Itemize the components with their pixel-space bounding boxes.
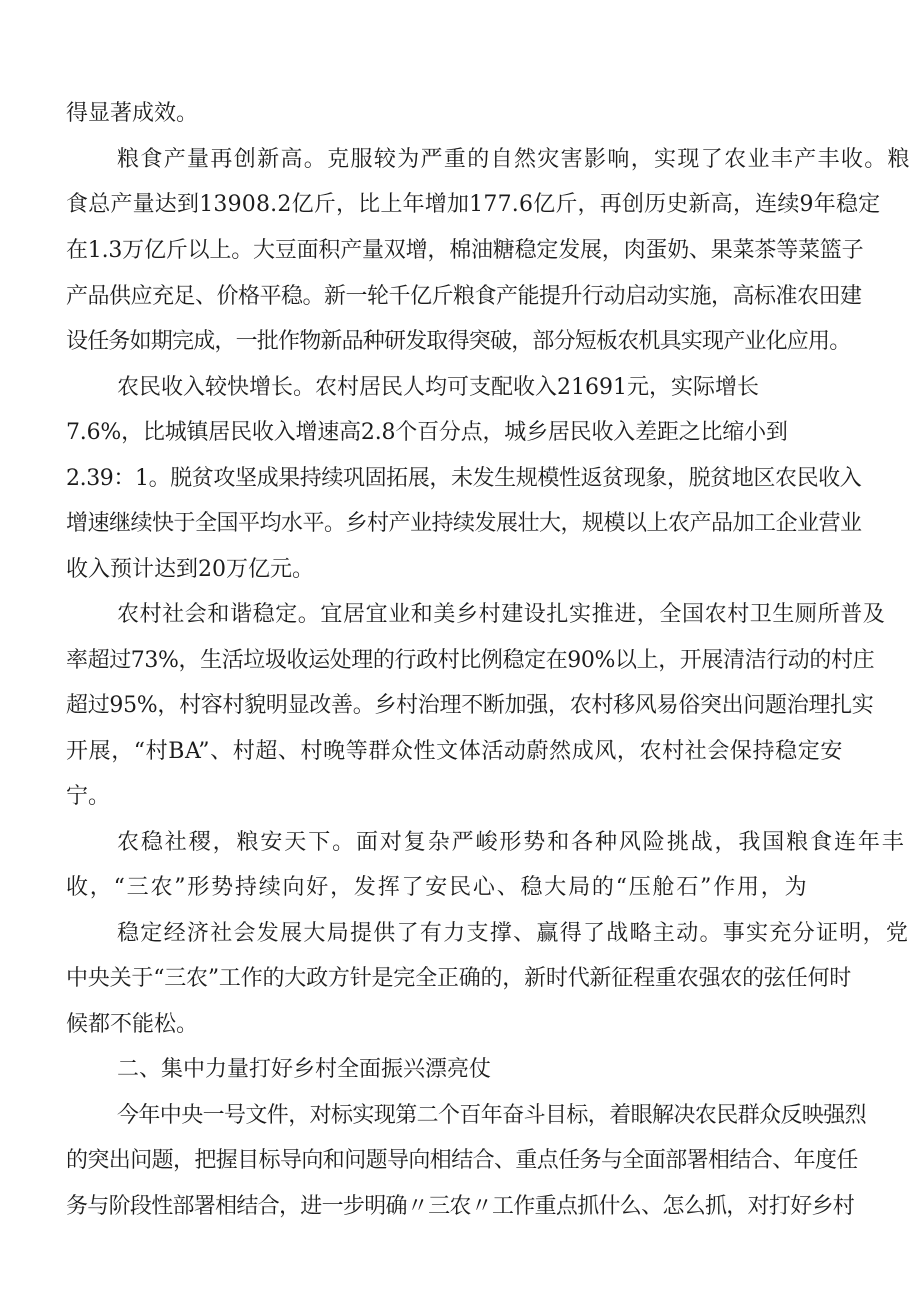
text-line: 超过95%，村容村貌明显改善。乡村治理不断加强，农村移风易俗突出问题治理扎实 (66, 693, 874, 718)
text-line: 设任务如期完成，一批作物新品种研发取得突破，部分短板农机具实现产业化应用。 (66, 329, 851, 354)
text-line: 中央关于“三农”工作的大政方针是完全正确的，新时代新征程重农强农的弦任何时 (66, 966, 852, 991)
text-line: 稳定经济社会发展大局提供了有力支撑、赢得了战略主动。事实充分证明，党 (117, 921, 910, 946)
text-line: 农稳社稷，粮安天下。面对复杂严峻形势和各种风险挑战，我国粮食连年丰 (117, 830, 906, 855)
text-line: 候都不能松。 (66, 1012, 199, 1037)
text-line: 食总产量达到13908.2亿斤，比上年增加177.6亿斤，再创历史新高，连续9年稳定 (66, 192, 881, 217)
text-line: 开展，“村BA”、村超、村晚等群众性文体活动蔚然成风，农村社会保持稳定安 (66, 739, 843, 764)
text-line: 收，“三农”形势持续向好，发挥了安民心、稳大局的“压舱石”作用，为 (66, 875, 809, 900)
text-line: 务与阶段性部署相结合，进一步明确〃三农〃工作重点抓什么、怎么抓，对打好乡村 (66, 1194, 855, 1219)
text-line: 宁。 (66, 784, 111, 809)
text-line: 7.6%，比城镇居民收入增速高2.8个百分点，城乡居民收入差距之比缩小到 (66, 420, 788, 445)
section-heading: 二、集中力量打好乡村全面振兴漂亮仗 (117, 1057, 492, 1082)
text-line: 今年中央一号文件，对标实现第二个百年奋斗目标，着眼解决农民群众反映强烈 (117, 1103, 867, 1128)
text-line: 产品供应充足、价格平稳。新一轮千亿斤粮食产能提升行动启动实施，高标准农田建 (66, 284, 862, 309)
text-line: 收入预计达到20万亿元。 (66, 557, 314, 582)
text-line: 在1.3万亿斤以上。大豆面积产量双增，棉油糖稳定发展，肉蛋奶、果菜茶等菜篮子 (66, 238, 864, 263)
text-line: 增速继续快于全国平均水平。乡村产业持续发展壮大，规模以上农产品加工企业营业 (66, 511, 862, 536)
text-line: 得显著成效。 (66, 101, 199, 126)
text-line: 率超过73%，生活垃圾收运处理的行政村比例稳定在90%以上，开展清洁行动的村庄 (66, 648, 875, 673)
text-line: 2.39：1。脱贫攻坚成果持续巩固拓展，未发生规模性返贫现象，脱贫地区农民收入 (66, 466, 862, 491)
text-line: 农民收入较快增长。农村居民人均可支配收入21691元，实际增长 (117, 375, 759, 400)
text-line: 粮食产量再创新高。克服较为严重的自然灾害影响，实现了农业丰产丰收。粮 (117, 147, 911, 172)
text-line: 的突出问题，把握目标导向和问题导向相结合、重点任务与全面部署相结合、年度任 (66, 1148, 858, 1173)
text-line: 农村社会和谐稳定。宜居宜业和美乡村建设扎实推进，全国农村卫生厕所普及 (117, 602, 886, 627)
